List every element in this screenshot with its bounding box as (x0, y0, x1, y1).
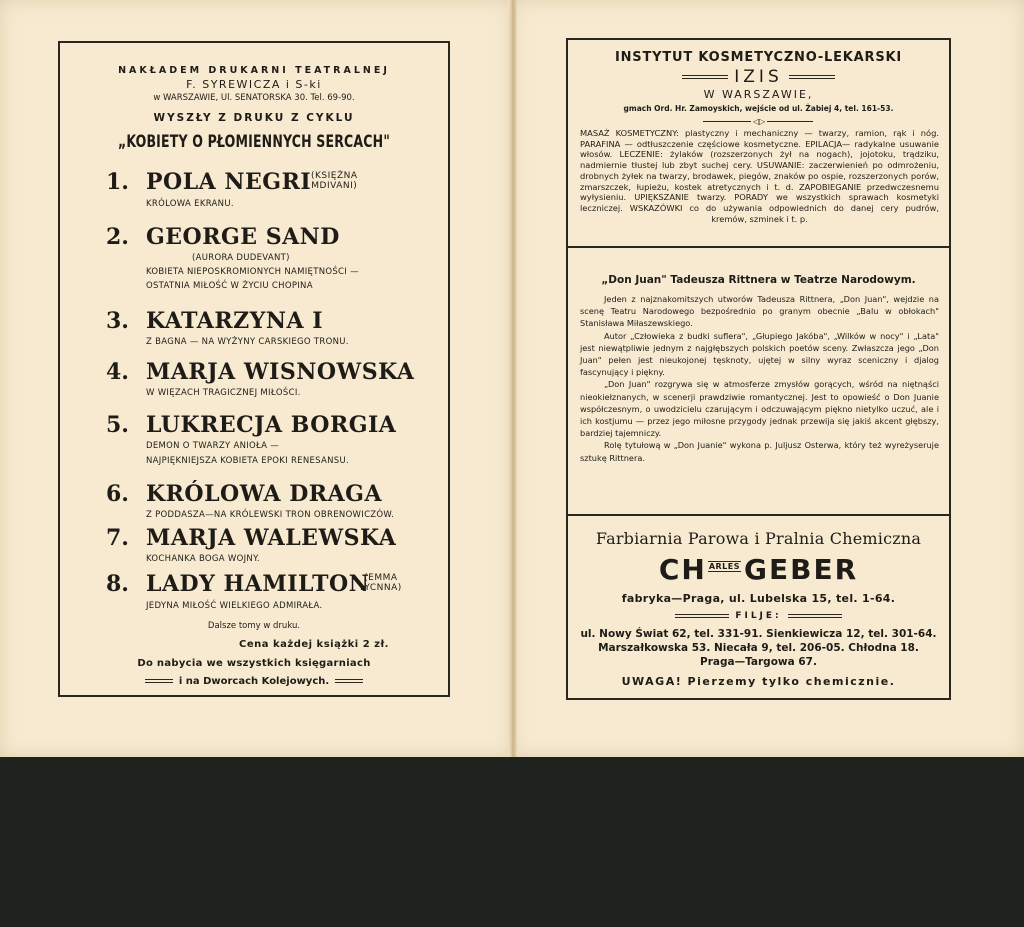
book-note-line: LYCNNA) (360, 583, 402, 593)
izis-city: W WARSZAWIE, (703, 88, 814, 101)
availability-line-2 (60, 676, 448, 687)
book-number: 8. (106, 571, 129, 597)
geber-branches-label (568, 611, 949, 621)
rule-ornament (335, 679, 363, 683)
book-subtitle: OSTATNIA MIŁOŚĆ W ŻYCIU CHOPINA (146, 281, 313, 291)
price-note: Cena każdej książki 2 zł. (239, 639, 389, 650)
book-subtitle: NAJPIĘKNIEJSZA KOBIETA EPOKI RENESANSU. (146, 456, 350, 466)
book-number: 1. (106, 169, 129, 195)
publisher-line-1: NAKŁADEM DRUKARNI TEATRALNEJ (118, 65, 390, 76)
article-title: „Don Juan" Tadeusza Rittnera w Teatrze Narodowym. (601, 274, 916, 286)
rule-ornament (788, 614, 842, 618)
branch-line: Marszałkowska 53. Niecała 9, tel. 206-05. Chłodna 18. (598, 642, 919, 654)
section-divider (568, 246, 949, 248)
book-note-line: (EMMA (364, 573, 398, 583)
book-title: MARJA WISNOWSKA (146, 359, 415, 385)
geber-name-small: ARLES (708, 562, 741, 571)
geber-branches (568, 627, 949, 669)
book-note (311, 171, 358, 191)
article-paragraph: Jeden z najznakomitszych utworów Tadeusza Rittnera, „Don Juan", wejdzie na scenę Teatru Narodowego bezpośrednio po granym obecnie „Balu w obłokach" Stanisława Miłaszewskiego. (580, 294, 939, 329)
article-paragraph: „Don Juan" rozgrywa się w atmosferze zmysłów gorących, wśród na niętnąści nieokiełznanych, w scenerji prawdziwie romantycznej. Jest to opowieść o Don Juanie współczesnym, o uwodzicielu czarującym i odczuwającym piękno nietylko uczuć, ale i ich kostjumu — przez jego miłosne przygody jednak przewija się jakiś akcent głębszy, bardziej tajemniczy. (580, 379, 939, 439)
rule-ornament (145, 679, 173, 683)
book-subtitle: KOBIETA NIEPOSKROMIONYCH NAMIĘTNOŚCI — (146, 267, 359, 277)
more-volumes-note: Dalsze tomy w druku. (207, 621, 301, 631)
geber-factory: fabryka—Praga, ul. Lubelska 15, tel. 1-64. (621, 592, 896, 605)
book-note (360, 573, 402, 593)
book-title: POLA NEGRI (146, 169, 312, 195)
series-intro: WYSZŁY Z DRUKU Z CYKLU (153, 112, 355, 124)
branches-label-text: FILJE: (735, 611, 782, 621)
book-title: MARJA WALEWSKA (146, 525, 397, 551)
ornament-icon: ◁▷ (753, 117, 766, 126)
izis-name-text: IZIS (734, 67, 783, 87)
geber-logo (568, 553, 949, 586)
branch-line: ul. Nowy Świat 62, tel. 331-91. Sienkiewicza 12, tel. 301-64. (580, 628, 937, 640)
adverts-frame (566, 38, 951, 700)
izis-heading: INSTYTUT KOSMETYCZNO-LEKARSKI (614, 50, 903, 65)
geber-notice: UWAGA! Pierzemy tylko chemicznie. (621, 675, 896, 688)
book-number: 6. (106, 481, 129, 507)
book-subtitle: (AURORA DUDEVANT) (192, 253, 290, 263)
book-note-line: (KSIĘŻNA (311, 171, 358, 181)
section-divider (568, 514, 949, 516)
book-subtitle: W WIĘZACH TRAGICZNEJ MIŁOŚCI. (146, 388, 301, 398)
book-title: LADY HAMILTON (146, 571, 370, 597)
geber-heading: Farbiarnia Parowa i Pralnia Chemiczna (595, 529, 922, 548)
book-subtitle: Z PODDASZA—NA KRÓLEWSKI TRON OBRENOWICZÓW. (146, 510, 395, 520)
article-paragraph: Autor „Człowieka z budki suflera", „Głupiego Jakóba", „Wilków w nocy" i „Lata" jest niewątpliwie jednym z najgłębszych polskich poetów sceny. Zwłaszcza jego „Don Juan" pełen jest nieukojonej tęsknoty, ujętej w silny wyraz sceniczny i djalog fascynujący i piękny. (580, 330, 939, 378)
rule-ornament (682, 75, 728, 79)
book-spine (508, 0, 517, 757)
availability-text: i na Dworcach Kolejowych. (178, 676, 330, 687)
book-number: 4. (106, 359, 129, 385)
book-subtitle: KRÓLOWA EKRANU. (146, 199, 234, 209)
book-note-line: MDIVANI) (311, 181, 358, 191)
article-paragraph: Rolę tytułową w „Don Juanie" wykona p. Juljusz Osterwa, który też wyreżyseruje sztukę Rittnera. (580, 440, 939, 463)
book-title: KRÓLOWA DRAGA (146, 481, 383, 507)
izis-services: MASAŻ KOSMETYCZNY: plastyczny i mechaniczny — twarzy, ramion, rąk i nóg. PARAFINA — odtłuszczenie częściowe kosmetyczne. EPILACJA— radykalne usuwanie włosów. LECZENIE: żylaków (rozszerzonych żył na nogach), jojotoku, trądziku, nadmiernie tłustej lub zbyt suchej cery. USUWANIE: zaczerwienień po odmrożeniu, drobnych żyłek na twarzy, brodawek, piegów, znaków po ospie, rozszerzonych porów, zmarszczek, łupieżu, kostek atretycznych i t. d. ZAPOBIEGANIE przedwczesnemu wyłysieniu. UPIĘKSZANIE twarzy. PORADY we wszystkich sprawach kosmetyki leczniczej. WSKAZÓWKI co do używania odpowiednich do danej cery pudrów, kremów, szminek i t. p. (580, 128, 939, 224)
ornament-divider (703, 117, 813, 126)
branch-line: Praga—Targowa 67. (700, 656, 817, 668)
book-subtitle: DEMON O TWARZY ANIOŁA — (146, 441, 280, 451)
book-title: KATARZYNA I (146, 308, 324, 334)
book-number: 5. (106, 412, 129, 438)
series-title: „KOBIETY O PŁOMIENNYCH SERCACH" (117, 132, 391, 152)
rule-ornament (675, 614, 729, 618)
book-number: 7. (106, 525, 129, 551)
rule-ornament (789, 75, 835, 79)
book-subtitle: Z BAGNA — NA WYŻYNY CARSKIEGO TRONU. (146, 337, 349, 347)
availability-line-1: Do nabycia we wszystkich księgarniach (137, 658, 371, 669)
publisher-address: w WARSZAWIE, Ul. SENATORSKA 30. Tel. 69-90. (153, 93, 355, 103)
article-body (580, 293, 939, 464)
book-series-advert (58, 41, 450, 697)
book-number: 2. (106, 224, 129, 250)
book-subtitle: KOCHANKA BOGA WOJNY. (146, 554, 260, 564)
book-title: GEORGE SAND (146, 224, 340, 250)
izis-address: gmach Ord. Hr. Zamoyskich, wejście od ul. Żabiej 4, tel. 161-53. (623, 104, 894, 113)
geber-name-b: GEBER (744, 553, 859, 586)
publisher-line-2: F. SYREWICZA i S-ki (186, 78, 322, 91)
book-title: LUKRECJA BORGIA (146, 412, 397, 438)
book-number: 3. (106, 308, 129, 334)
izis-name (568, 67, 949, 87)
book-subtitle: JEDYNA MIŁOŚĆ WIELKIEGO ADMIRAŁA. (146, 601, 323, 611)
geber-name-a: CH (658, 553, 707, 586)
